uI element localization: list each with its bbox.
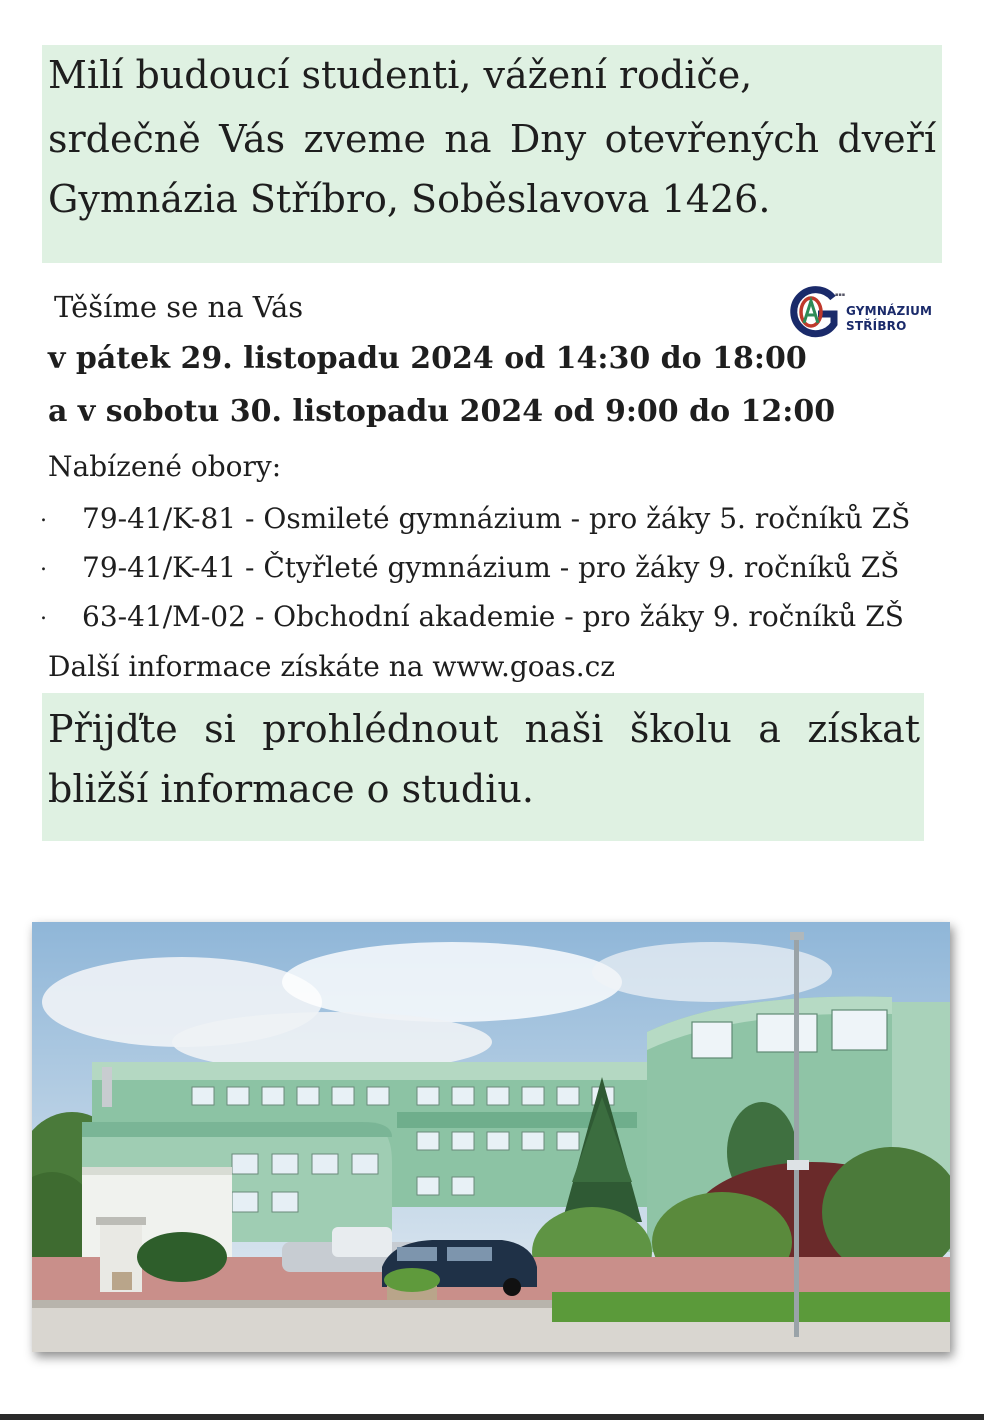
logo-name-line1: GYMNÁZIUM (846, 304, 933, 318)
logo-name-line2: STŘÍBRO (846, 319, 907, 333)
school-building-photo (32, 922, 950, 1352)
date-saturday: a v sobotu 30. listopadu 2024 od 9:00 do 12:00 (48, 394, 836, 429)
bullet-icon: . (40, 600, 47, 625)
school-logo (786, 283, 946, 341)
bullet-icon: . (40, 502, 47, 527)
program-text: 63-41/M-02 - Obchodní akademie - pro žáky 9. ročníků ZŠ (82, 600, 904, 633)
programs-heading: Nabízené obory: (48, 450, 282, 483)
date-friday: v pátek 29. listopadu 2024 od 14:30 do 18:00 (48, 341, 807, 376)
intro-invitation: srdečně Vás zveme na Dny otevřených dveří (48, 117, 936, 161)
bullet-icon: . (40, 551, 47, 576)
program-text: 79-41/K-41 - Čtyřleté gymnázium - pro žáky 9. ročníků ZŠ (82, 551, 900, 584)
program-text: 79-41/K-81 - Osmileté gymnázium - pro žáky 5. ročníků ZŠ (82, 502, 911, 535)
logo-small-text: ▪▪▪ (835, 292, 846, 298)
intro-school-address: Gymnázia Stříbro, Soběslavova 1426. (48, 177, 771, 221)
more-info-text: Další informace získáte na www.goas.cz (48, 650, 616, 683)
invite-line-1: Přijďte si prohlédnout naši školu a získat (48, 707, 920, 751)
invite-line-2: bližší informace o studiu. (48, 767, 534, 811)
greeting-text: Těšíme se na Vás (54, 290, 304, 324)
intro-salutation: Milí budoucí studenti, vážení rodiče, (48, 53, 753, 97)
bottom-edge-bar (0, 1414, 984, 1420)
